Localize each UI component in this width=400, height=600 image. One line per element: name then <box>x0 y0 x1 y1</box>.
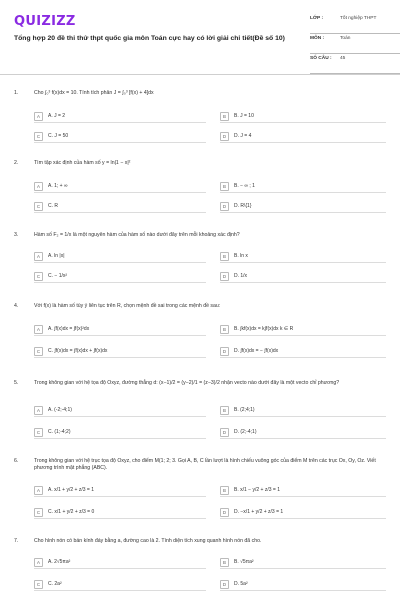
option-b[interactable] <box>220 323 386 336</box>
question-text: Trong không gian với hệ tọa độ Oxyz, đường thẳng d: (x−1)/2 = (y−2)/1 = (z−3)/2 nhận vecto nào dưới đây là một vecto chỉ phương? <box>34 380 340 386</box>
option-text: A. (-2;-4;1) <box>48 407 72 413</box>
option-letter-box: B <box>220 252 229 261</box>
option-letter-box: D <box>220 508 229 517</box>
question-7 <box>14 538 386 587</box>
question-number: 5. <box>14 380 19 386</box>
option-text: C. J = 50 <box>48 133 69 139</box>
page-title: Tổng hợp 20 đề thi thử thpt quốc gia môn Toán cực hay có lời giải chi tiết(Đề số 10) <box>14 35 285 42</box>
question-text: Với f(x) là hàm số tùy ý liên tục trên R, chọn mệnh đề sai trong các mệnh đề sau: <box>34 303 221 309</box>
option-text: A. x/1 + y/2 + z/3 = 1 <box>48 487 94 493</box>
option-letter-box: A <box>34 325 43 334</box>
question-text: Cho hình nón có bán kính đáy bằng a, đường cao là 2. Tính diện tích xung quanh hình nón đã cho. <box>34 538 262 544</box>
option-text: B. √5πa² <box>234 559 254 565</box>
meta-panel <box>310 14 400 74</box>
option-text: B. ln x <box>234 253 248 259</box>
question-6 <box>14 458 386 515</box>
question-text: Cho ∫₀³ f(x)dx = 10. Tính tích phân J = ∫₀³ [f(x) + 4]dx <box>34 90 154 96</box>
option-a[interactable] <box>34 110 206 123</box>
question-text: Hàm số F₂ = 1/x là một nguyên hàm của hàm số nào dưới đây trên mỗi khoảng xác định? <box>34 232 240 238</box>
option-d[interactable] <box>220 200 386 213</box>
option-text: C. (1;-4;2) <box>48 429 71 435</box>
meta-value: Toán <box>340 36 351 41</box>
option-d[interactable] <box>220 578 386 591</box>
option-text: B. (2;4;1) <box>234 407 255 413</box>
meta-row-class <box>310 14 400 34</box>
option-letter-box: C <box>34 272 43 281</box>
option-text: A. 2√5πa² <box>48 559 71 565</box>
option-text: D. −x/1 + y/2 + z/3 = 1 <box>234 509 284 515</box>
option-b[interactable] <box>220 556 386 569</box>
option-c[interactable] <box>34 130 206 143</box>
option-b[interactable] <box>220 250 386 263</box>
option-letter-box: A <box>34 112 43 121</box>
option-d[interactable] <box>220 345 386 358</box>
option-text: A. ∫f(x)dx = ∫f(x)²dx <box>48 326 90 332</box>
option-letter-box: A <box>34 406 43 415</box>
question-number: 1. <box>14 90 19 96</box>
option-a[interactable] <box>34 404 206 417</box>
question-1 <box>14 90 386 139</box>
option-d[interactable] <box>220 426 386 439</box>
option-a[interactable] <box>34 250 206 263</box>
question-number: 2. <box>14 160 19 166</box>
question-4 <box>14 303 386 354</box>
option-text: C. − 1/x² <box>48 273 68 279</box>
option-text: D. (2;-4;1) <box>234 429 257 435</box>
option-b[interactable] <box>220 484 386 497</box>
question-text: Trong không gian với hệ trục tọa độ Oxyz, cho điểm M(1; 2; 3. Gọi A, B, C lần lượt là hình chiếu vuông góc của điểm M trên các trục Ox, Oy, Oz. Viết phương trình mặt phẳng (ABC). <box>34 458 376 471</box>
option-letter-box: C <box>34 428 43 437</box>
option-text: C. R <box>48 203 58 209</box>
option-letter-box: B <box>220 486 229 495</box>
option-c[interactable] <box>34 200 206 213</box>
option-c[interactable] <box>34 426 206 439</box>
option-a[interactable] <box>34 556 206 569</box>
question-number: 3. <box>14 232 19 238</box>
question-text: Tìm tập xác định của hàm số y = ln|1 − x|² <box>34 160 131 166</box>
option-letter-box: B <box>220 406 229 415</box>
quizizz-logo: QUIZIZZ <box>14 14 76 29</box>
option-text: D. 5a² <box>234 581 248 587</box>
option-c[interactable] <box>34 345 206 358</box>
option-letter-box: A <box>34 486 43 495</box>
option-text: C. ∫f(x)dx = ∫f(x)dx + ∫f(x)dx <box>48 348 108 354</box>
option-letter-box: B <box>220 182 229 191</box>
option-d[interactable] <box>220 270 386 283</box>
option-c[interactable] <box>34 578 206 591</box>
question-5 <box>14 380 386 435</box>
option-text: B. x/1 − y/2 + z/3 = 1 <box>234 487 280 493</box>
option-b[interactable] <box>220 180 386 193</box>
meta-row-subject <box>310 34 400 54</box>
question-2 <box>14 160 386 209</box>
option-text: B. ∫kf(x)dx = k∫f(x)dx k ∈ R <box>234 326 294 332</box>
option-letter-box: C <box>34 132 43 141</box>
option-letter-box: C <box>34 347 43 356</box>
option-letter-box: A <box>34 182 43 191</box>
option-text: D. 1/x <box>234 273 248 279</box>
question-3 <box>14 232 386 279</box>
option-text: A. 1; + ∞ <box>48 183 68 189</box>
option-letter-box: D <box>220 428 229 437</box>
question-number: 6. <box>14 458 19 464</box>
option-letter-box: D <box>220 347 229 356</box>
option-letter-box: B <box>220 112 229 121</box>
option-text: C. 2a² <box>48 581 62 587</box>
option-letter-box: A <box>34 558 43 567</box>
meta-value: Tốt nghiệp THPT <box>340 16 377 21</box>
option-c[interactable] <box>34 506 206 519</box>
meta-label: MÔN : <box>310 36 325 41</box>
option-b[interactable] <box>220 110 386 123</box>
option-a[interactable] <box>34 323 206 336</box>
option-b[interactable] <box>220 404 386 417</box>
meta-label: LỚP : <box>310 16 324 21</box>
option-text: D. ∫f(x)dx = − ∫f(x)dx <box>234 348 279 354</box>
option-letter-box: B <box>220 558 229 567</box>
option-letter-box: D <box>220 580 229 589</box>
option-text: C. x/1 + y/2 + z/3 = 0 <box>48 509 95 515</box>
option-d[interactable] <box>220 506 386 519</box>
question-number: 4. <box>14 303 19 309</box>
meta-label: SỐ CÂU : <box>310 56 332 61</box>
meta-row-count <box>310 54 400 74</box>
option-text: D. R\{1} <box>234 203 252 209</box>
option-letter-box: C <box>34 580 43 589</box>
meta-value: 45 <box>340 56 346 61</box>
option-d[interactable] <box>220 130 386 143</box>
option-a[interactable] <box>34 484 206 497</box>
option-text: D. J = 4 <box>234 133 252 139</box>
option-text: A. ln |x| <box>48 253 65 259</box>
option-letter-box: D <box>220 272 229 281</box>
option-c[interactable] <box>34 270 206 283</box>
question-number: 7. <box>14 538 19 544</box>
option-text: A. J = 2 <box>48 113 66 119</box>
option-letter-box: C <box>34 202 43 211</box>
option-text: B. − ∞ ; 1 <box>234 183 255 189</box>
option-a[interactable] <box>34 180 206 193</box>
option-letter-box: A <box>34 252 43 261</box>
option-letter-box: D <box>220 202 229 211</box>
option-text: B. J = 10 <box>234 113 254 119</box>
header-divider <box>0 74 400 75</box>
option-letter-box: B <box>220 325 229 334</box>
option-letter-box: C <box>34 508 43 517</box>
option-letter-box: D <box>220 132 229 141</box>
